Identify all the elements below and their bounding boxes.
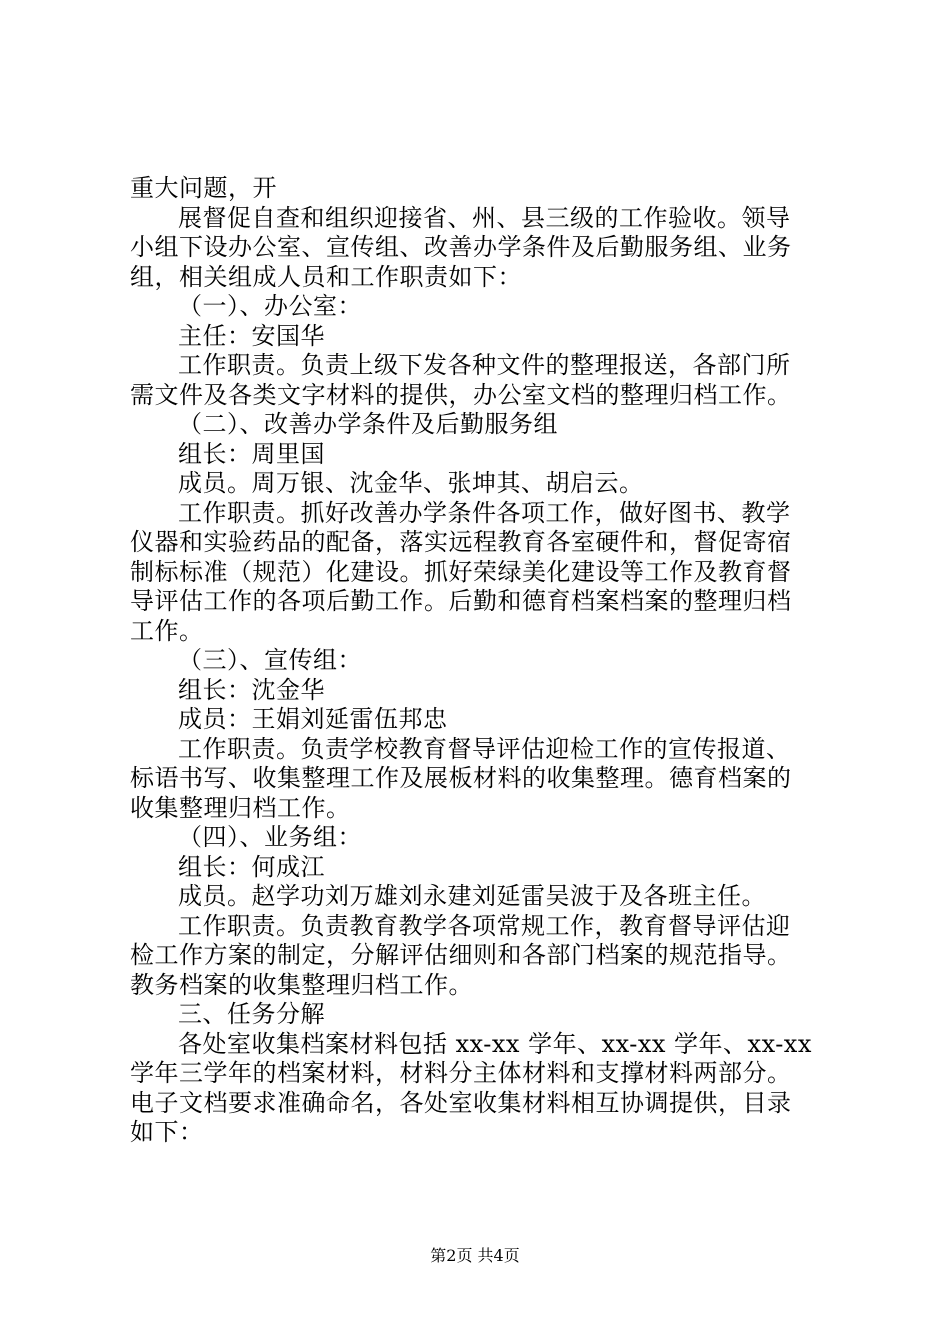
text-line: 成员：王娟刘延雷伍邦忠 bbox=[178, 705, 448, 733]
page-footer bbox=[0, 1243, 950, 1266]
text-line: （三）、宣传组： bbox=[178, 646, 362, 674]
text-line: 重大问题，开 bbox=[130, 174, 277, 202]
text-line: 收集整理归档工作。 bbox=[130, 793, 351, 822]
text-line: 各处室收集档案材料包括 xx-xx 学年、xx-xx 学年、xx-xx bbox=[178, 1029, 812, 1058]
text-line: 工作。 bbox=[130, 616, 204, 645]
text-line: 三、任务分解 bbox=[178, 1000, 325, 1028]
text-line: 检工作方案的制定，分解评估细则和各部门档案的规范指导。 bbox=[130, 941, 792, 969]
text-line: 小组下设办公室、宣传组、改善办学条件及后勤服务组、业务 bbox=[130, 233, 792, 261]
text-line: （二）、改善办学条件及后勤服务组 bbox=[178, 410, 558, 438]
text-line: 成员。周万银、沈金华、张坤其、胡启云。 bbox=[178, 469, 644, 497]
text-line: 工作职责。负责教育教学各项常规工作，教育督导评估迎 bbox=[178, 911, 791, 940]
text-line: 仪器和实验药品的配备，落实远程教育各室硬件和，督促寄宿 bbox=[130, 528, 792, 556]
text-line: 制标标准（规范）化建设。抓好荣绿美化建设等工作及教育督 bbox=[130, 557, 792, 586]
text-line: 工作职责。负责学校教育督导评估迎检工作的宣传报道、 bbox=[178, 734, 791, 763]
document-body bbox=[130, 174, 830, 1148]
text-line: 导评估工作的各项后勤工作。后勤和德育档案档案的整理归档 bbox=[130, 587, 792, 615]
text-line: 主任：安国华 bbox=[178, 321, 325, 350]
text-line: 工作职责。负责上级下发各种文件的整理报送，各部门所 bbox=[178, 351, 791, 379]
text-line: （一）、办公室： bbox=[178, 292, 362, 320]
text-line: （四）、业务组： bbox=[178, 823, 362, 851]
text-line: 如下： bbox=[130, 1118, 204, 1146]
text-line: 组长：何成江 bbox=[178, 852, 325, 881]
text-line: 标语书写、收集整理工作及展板材料的收集整理。德育档案的 bbox=[130, 764, 792, 792]
text-line: 成员。赵学功刘万雄刘永建刘延雷吴波于及各班主任。 bbox=[178, 882, 766, 910]
text-line: 教务档案的收集整理归档工作。 bbox=[130, 970, 473, 999]
text-line: 展督促自查和组织迎接省、州、县三级的工作验收。领导 bbox=[178, 203, 791, 232]
text-line: 电子文档要求准确命名，各处室收集材料相互协调提供，目录 bbox=[130, 1088, 792, 1117]
page-number: 第2页 共4页 bbox=[430, 1246, 520, 1265]
text-line: 组，相关组成人员和工作职责如下： bbox=[130, 262, 522, 291]
text-line: 需文件及各类文字材料的提供，办公室文档的整理归档工作。 bbox=[130, 380, 792, 409]
text-line: 组长：周里国 bbox=[178, 439, 325, 468]
text-line: 工作职责。抓好改善办学条件各项工作，做好图书、教学 bbox=[178, 498, 791, 527]
text-line: 学年三学年的档案材料，材料分主体材料和支撑材料两部分。 bbox=[130, 1059, 792, 1087]
text-line: 组长：沈金华 bbox=[178, 675, 325, 704]
